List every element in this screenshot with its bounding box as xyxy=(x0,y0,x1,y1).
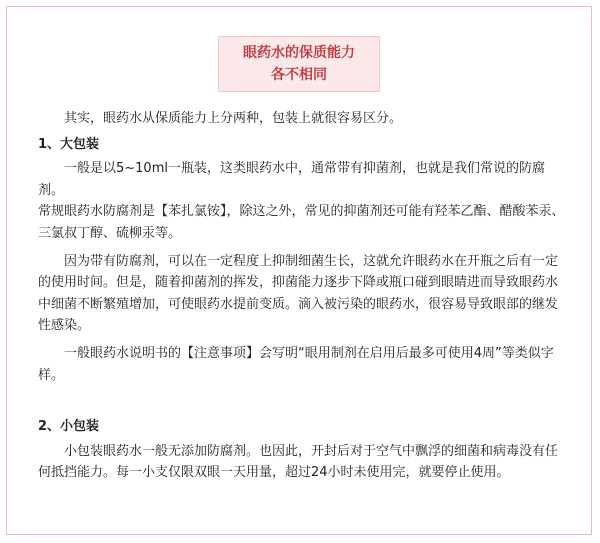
section-1-paragraph-4: 一般眼药水说明书的【注意事项】会写明“眼用制剂在启用后最多可使用4周”等类似字样。 xyxy=(38,345,554,383)
section-1-paragraph-1: 一般是以5~10ml一瓶装，这类眼药水中，通常带有抑菌剂，也就是我们常说的防腐剂。 xyxy=(38,161,545,198)
intro-paragraph: 其实，眼药水从保质能力上分两种，包装上就很容易区分。 xyxy=(64,111,403,126)
section-2-paragraph-1: 小包装眼药水一般无添加防腐剂。也因此，开封后对于空气中飘浮的细菌和病毒没有任何抵挡能力。每一小支仅限双眼一天用量，超过24小时未使用完，就要停止使用。 xyxy=(38,443,559,481)
section-1-paragraph-3: 因为带有防腐剂，可以在一定程度上抑制细菌生长，这就允许眼药水在开瓶之后有一定的使用时间。但是，随着抑菌剂的挥发，抑菌能力逐步下降或瓶口碰到眼睛进而导致眼药水中细菌不断繁殖增加，可使眼药水提前变质。滴入被污染的眼药水，很容易导致眼部的继发性感染。 xyxy=(38,253,559,334)
section-2-heading: 2、小包装 xyxy=(38,419,100,435)
title-box xyxy=(218,36,380,92)
section-1-heading: 1、大包装 xyxy=(38,136,100,152)
article-body xyxy=(38,108,570,484)
title-line-1: 眼药水的保质能力 xyxy=(243,45,355,61)
section-1-paragraph-2: 常规眼药水防腐剂是【苯扎氯铵】，除这之外，常见的抑菌剂还可能有羟苯乙酯、醋酸苯汞、三氯叔丁醇、硫柳汞等。 xyxy=(38,204,565,241)
title-line-2: 各不相同 xyxy=(271,67,327,83)
